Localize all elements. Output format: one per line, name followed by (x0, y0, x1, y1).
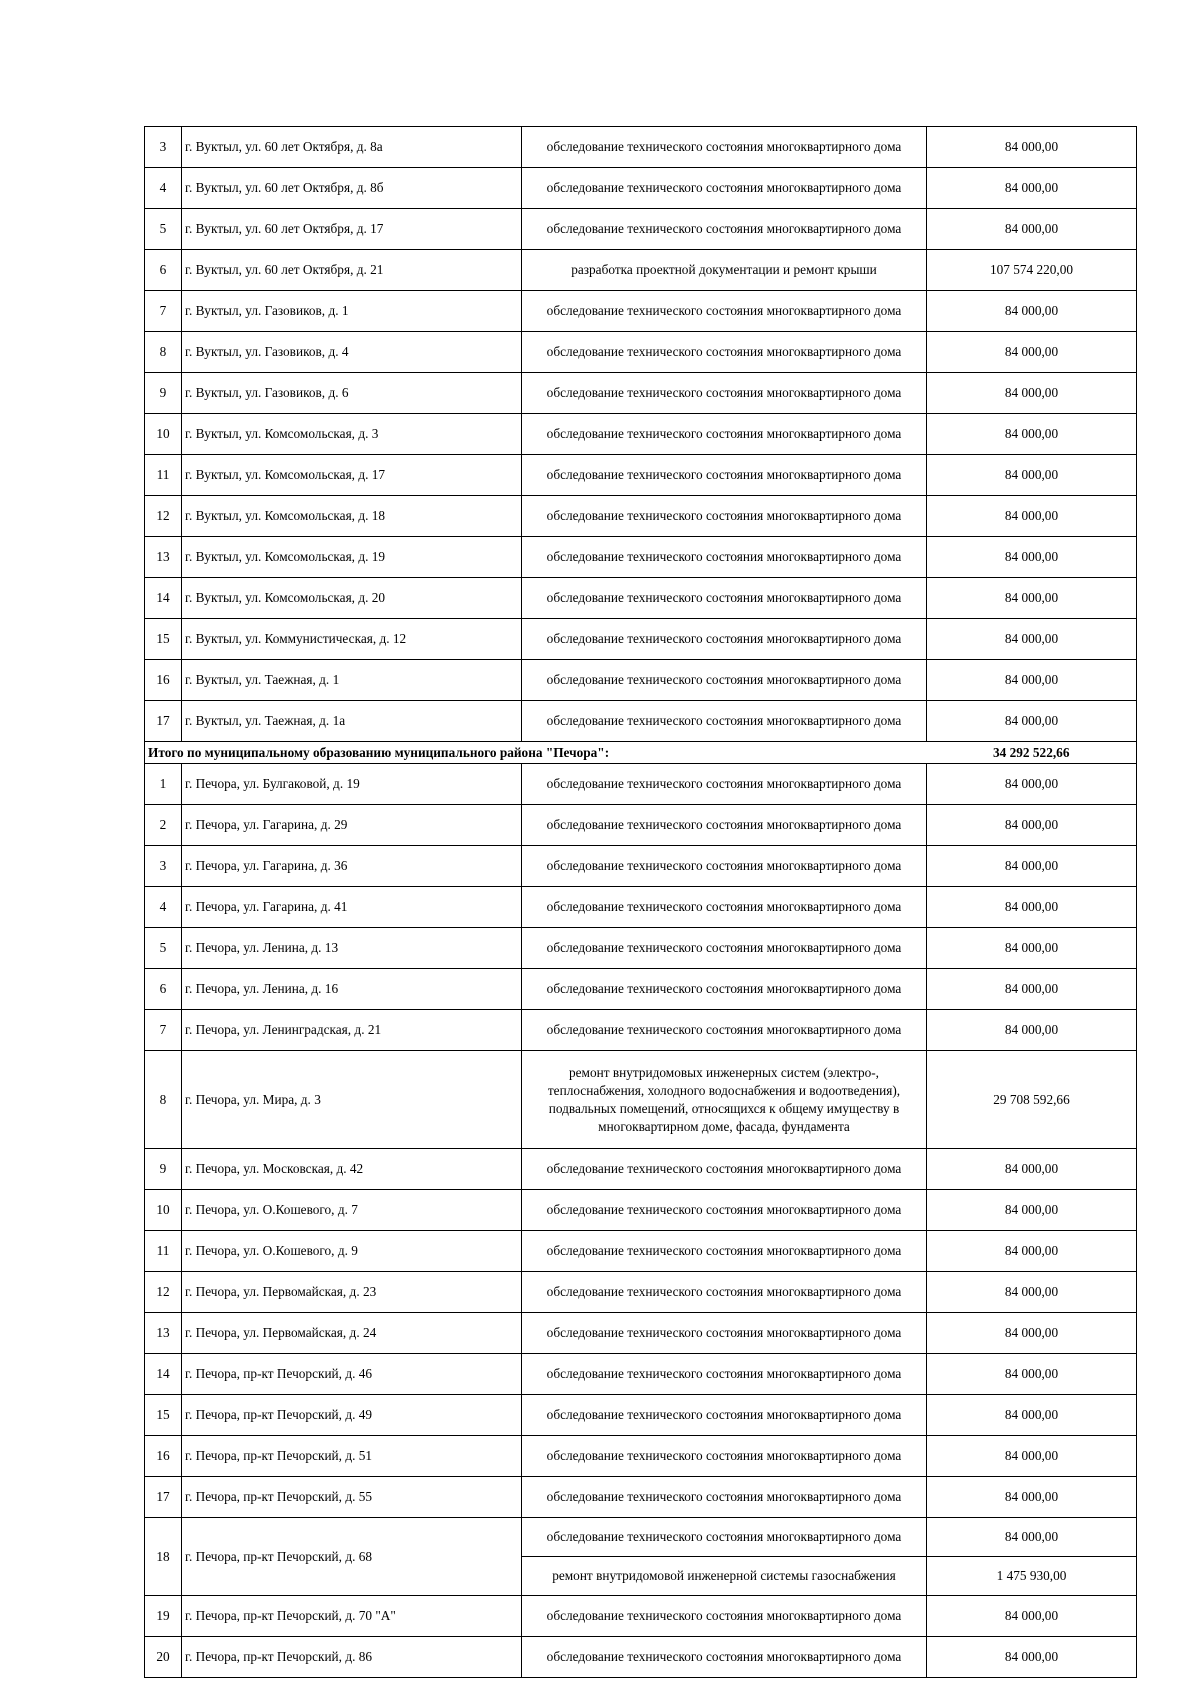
row-number: 4 (145, 168, 182, 209)
work-cost: 84 000,00 (927, 969, 1137, 1010)
table-row (145, 764, 1137, 805)
building-address: г. Печора, ул. Московская, д. 42 (182, 1149, 522, 1190)
work-type: обследование технического состояния многоквартирного дома (522, 209, 927, 250)
row-number: 18 (145, 1518, 182, 1596)
work-type: обследование технического состояния многоквартирного дома (522, 1637, 927, 1678)
table-row (145, 1010, 1137, 1051)
table-row (145, 1313, 1137, 1354)
work-type: обследование технического состояния многоквартирного дома (522, 127, 927, 168)
table-row (145, 496, 1137, 537)
building-address: г. Печора, ул. Мира, д. 3 (182, 1051, 522, 1149)
row-number: 3 (145, 127, 182, 168)
work-type: обследование технического состояния многоквартирного дома (522, 805, 927, 846)
work-type: обследование технического состояния многоквартирного дома (522, 1190, 927, 1231)
work-type: обследование технического состояния многоквартирного дома (522, 619, 927, 660)
work-type: обследование технического состояния многоквартирного дома (522, 846, 927, 887)
work-type: ремонт внутридомовых инженерных систем (электро-, теплоснабжения, холодного водоснабжения и водоотведения), подвальных помещений, относящихся к общему имуществу в многоквартирном доме, фасада, фундамента (522, 1051, 927, 1149)
row-number: 11 (145, 1231, 182, 1272)
building-address: г. Печора, ул. Гагарина, д. 41 (182, 887, 522, 928)
work-cost: 84 000,00 (927, 1272, 1137, 1313)
row-number: 20 (145, 1637, 182, 1678)
work-cost: 84 000,00 (927, 701, 1137, 742)
subtotal-row (145, 742, 1137, 764)
work-type: обследование технического состояния многоквартирного дома (522, 1596, 927, 1637)
table-row (145, 1149, 1137, 1190)
work-cost: 84 000,00 (927, 578, 1137, 619)
row-number: 5 (145, 209, 182, 250)
work-cost: 84 000,00 (927, 887, 1137, 928)
work-type: обследование технического состояния многоквартирного дома (522, 332, 927, 373)
table-row (145, 1477, 1137, 1518)
building-address: г. Печора, пр-кт Печорский, д. 46 (182, 1354, 522, 1395)
work-type: обследование технического состояния многоквартирного дома (522, 1010, 927, 1051)
row-number: 12 (145, 1272, 182, 1313)
row-number: 6 (145, 250, 182, 291)
table-row (145, 578, 1137, 619)
row-number: 16 (145, 660, 182, 701)
work-cost: 84 000,00 (927, 1354, 1137, 1395)
building-address: г. Печора, ул. О.Кошевого, д. 7 (182, 1190, 522, 1231)
table-row (145, 373, 1137, 414)
table-row (145, 660, 1137, 701)
subtotal-label: Итого по муниципальному образованию муниципального района "Печора": (145, 742, 927, 764)
work-type: обследование технического состояния многоквартирного дома (522, 1272, 927, 1313)
work-type: обследование технического состояния многоквартирного дома (522, 1477, 927, 1518)
work-cost: 84 000,00 (927, 496, 1137, 537)
building-address: г. Вуктыл, ул. Газовиков, д. 6 (182, 373, 522, 414)
building-address: г. Печора, пр-кт Печорский, д. 68 (182, 1518, 522, 1596)
building-address: г. Вуктыл, ул. Таежная, д. 1а (182, 701, 522, 742)
work-cost: 84 000,00 (927, 455, 1137, 496)
work-type: обследование технического состояния многоквартирного дома (522, 887, 927, 928)
work-cost: 84 000,00 (927, 168, 1137, 209)
row-number: 9 (145, 373, 182, 414)
work-cost: 84 000,00 (927, 1518, 1137, 1557)
table-row (145, 1190, 1137, 1231)
work-cost: 84 000,00 (927, 1190, 1137, 1231)
row-number: 13 (145, 537, 182, 578)
building-address: г. Печора, пр-кт Печорский, д. 86 (182, 1637, 522, 1678)
building-address: г. Печора, пр-кт Печорский, д. 51 (182, 1436, 522, 1477)
table-row (145, 537, 1137, 578)
work-type: обследование технического состояния многоквартирного дома (522, 578, 927, 619)
work-cost: 84 000,00 (927, 291, 1137, 332)
table-row (145, 619, 1137, 660)
row-number: 19 (145, 1596, 182, 1637)
building-address: г. Печора, ул. Ленина, д. 13 (182, 928, 522, 969)
work-cost: 84 000,00 (927, 127, 1137, 168)
table-row (145, 1596, 1137, 1637)
work-type: разработка проектной документации и ремонт крыши (522, 250, 927, 291)
building-address: г. Печора, ул. Ленинградская, д. 21 (182, 1010, 522, 1051)
building-address: г. Вуктыл, ул. Газовиков, д. 1 (182, 291, 522, 332)
table-row (145, 969, 1137, 1010)
work-cost: 84 000,00 (927, 414, 1137, 455)
building-address: г. Печора, ул. О.Кошевого, д. 9 (182, 1231, 522, 1272)
work-cost: 107 574 220,00 (927, 250, 1137, 291)
table-row (145, 1231, 1137, 1272)
work-cost: 84 000,00 (927, 1477, 1137, 1518)
work-type: обследование технического состояния многоквартирного дома (522, 660, 927, 701)
building-address: г. Вуктыл, ул. Комсомольская, д. 18 (182, 496, 522, 537)
row-number: 12 (145, 496, 182, 537)
row-number: 13 (145, 1313, 182, 1354)
work-cost: 84 000,00 (927, 846, 1137, 887)
building-address: г. Печора, пр-кт Печорский, д. 49 (182, 1395, 522, 1436)
building-address: г. Печора, ул. Первомайская, д. 24 (182, 1313, 522, 1354)
work-type: обследование технического состояния многоквартирного дома (522, 291, 927, 332)
row-number: 2 (145, 805, 182, 846)
row-number: 11 (145, 455, 182, 496)
work-type: обследование технического состояния многоквартирного дома (522, 1231, 927, 1272)
table-row (145, 805, 1137, 846)
building-address: г. Вуктыл, ул. Газовиков, д. 4 (182, 332, 522, 373)
work-type: обследование технического состояния многоквартирного дома (522, 928, 927, 969)
row-number: 10 (145, 1190, 182, 1231)
table-row (145, 846, 1137, 887)
repair-schedule-table (144, 126, 1137, 1678)
row-number: 14 (145, 578, 182, 619)
table-row (145, 291, 1137, 332)
work-cost: 1 475 930,00 (927, 1557, 1137, 1596)
work-cost: 84 000,00 (927, 373, 1137, 414)
work-type: ремонт внутридомовой инженерной системы газоснабжения (522, 1557, 927, 1596)
building-address: г. Вуктыл, ул. Комсомольская, д. 17 (182, 455, 522, 496)
work-type: обследование технического состояния многоквартирного дома (522, 1436, 927, 1477)
row-number: 17 (145, 1477, 182, 1518)
work-type: обследование технического состояния многоквартирного дома (522, 969, 927, 1010)
row-number: 8 (145, 332, 182, 373)
table-row (145, 455, 1137, 496)
work-type: обследование технического состояния многоквартирного дома (522, 537, 927, 578)
building-address: г. Печора, пр-кт Печорский, д. 55 (182, 1477, 522, 1518)
work-cost: 84 000,00 (927, 1313, 1137, 1354)
work-type: обследование технического состояния многоквартирного дома (522, 1149, 927, 1190)
building-address: г. Печора, ул. Булгаковой, д. 19 (182, 764, 522, 805)
work-type: обследование технического состояния многоквартирного дома (522, 1313, 927, 1354)
building-address: г. Вуктыл, ул. 60 лет Октября, д. 8а (182, 127, 522, 168)
building-address: г. Печора, пр-кт Печорский, д. 70 "А" (182, 1596, 522, 1637)
building-address: г. Вуктыл, ул. Коммунистическая, д. 12 (182, 619, 522, 660)
row-number: 5 (145, 928, 182, 969)
work-cost: 29 708 592,66 (927, 1051, 1137, 1149)
table-row (145, 168, 1137, 209)
work-type: обследование технического состояния многоквартирного дома (522, 373, 927, 414)
row-number: 4 (145, 887, 182, 928)
work-cost: 84 000,00 (927, 537, 1137, 578)
building-address: г. Печора, ул. Гагарина, д. 36 (182, 846, 522, 887)
work-cost: 84 000,00 (927, 332, 1137, 373)
work-cost: 84 000,00 (927, 1395, 1137, 1436)
work-cost: 84 000,00 (927, 1436, 1137, 1477)
row-number: 8 (145, 1051, 182, 1149)
subtotal-value: 34 292 522,66 (927, 742, 1137, 764)
table-row (145, 1436, 1137, 1477)
building-address: г. Вуктыл, ул. Комсомольская, д. 19 (182, 537, 522, 578)
table-row (145, 332, 1137, 373)
work-cost: 84 000,00 (927, 660, 1137, 701)
row-number: 14 (145, 1354, 182, 1395)
table-row (145, 127, 1137, 168)
row-number: 10 (145, 414, 182, 455)
building-address: г. Печора, ул. Первомайская, д. 23 (182, 1272, 522, 1313)
work-type: обследование технического состояния многоквартирного дома (522, 455, 927, 496)
table-row (145, 250, 1137, 291)
work-cost: 84 000,00 (927, 1149, 1137, 1190)
work-type: обследование технического состояния многоквартирного дома (522, 1395, 927, 1436)
table-row (145, 209, 1137, 250)
building-address: г. Вуктыл, ул. Комсомольская, д. 3 (182, 414, 522, 455)
building-address: г. Вуктыл, ул. 60 лет Октября, д. 8б (182, 168, 522, 209)
row-number: 9 (145, 1149, 182, 1190)
building-address: г. Вуктыл, ул. Комсомольская, д. 20 (182, 578, 522, 619)
table-row (145, 1637, 1137, 1678)
row-number: 3 (145, 846, 182, 887)
table-row (145, 1051, 1137, 1149)
table-row (145, 701, 1137, 742)
table-row (145, 887, 1137, 928)
work-cost: 84 000,00 (927, 764, 1137, 805)
work-type: обследование технического состояния многоквартирного дома (522, 168, 927, 209)
row-number: 15 (145, 1395, 182, 1436)
work-cost: 84 000,00 (927, 1637, 1137, 1678)
work-type: обследование технического состояния многоквартирного дома (522, 764, 927, 805)
row-number: 6 (145, 969, 182, 1010)
work-cost: 84 000,00 (927, 1010, 1137, 1051)
row-number: 7 (145, 291, 182, 332)
work-cost: 84 000,00 (927, 209, 1137, 250)
table-row (145, 1272, 1137, 1313)
work-type: обследование технического состояния многоквартирного дома (522, 1518, 927, 1557)
row-number: 17 (145, 701, 182, 742)
building-address: г. Вуктыл, ул. 60 лет Октября, д. 17 (182, 209, 522, 250)
work-type: обследование технического состояния многоквартирного дома (522, 414, 927, 455)
work-cost: 84 000,00 (927, 805, 1137, 846)
work-cost: 84 000,00 (927, 619, 1137, 660)
row-number: 7 (145, 1010, 182, 1051)
building-address: г. Печора, ул. Ленина, д. 16 (182, 969, 522, 1010)
table-row (145, 1518, 1137, 1557)
building-address: г. Печора, ул. Гагарина, д. 29 (182, 805, 522, 846)
work-cost: 84 000,00 (927, 928, 1137, 969)
work-type: обследование технического состояния многоквартирного дома (522, 1354, 927, 1395)
building-address: г. Вуктыл, ул. Таежная, д. 1 (182, 660, 522, 701)
work-type: обследование технического состояния многоквартирного дома (522, 701, 927, 742)
table-row (145, 1354, 1137, 1395)
work-cost: 84 000,00 (927, 1596, 1137, 1637)
row-number: 1 (145, 764, 182, 805)
table-row (145, 414, 1137, 455)
table-row (145, 1395, 1137, 1436)
work-cost: 84 000,00 (927, 1231, 1137, 1272)
building-address: г. Вуктыл, ул. 60 лет Октября, д. 21 (182, 250, 522, 291)
row-number: 16 (145, 1436, 182, 1477)
table-row (145, 928, 1137, 969)
row-number: 15 (145, 619, 182, 660)
work-type: обследование технического состояния многоквартирного дома (522, 496, 927, 537)
table-body (145, 127, 1137, 1678)
